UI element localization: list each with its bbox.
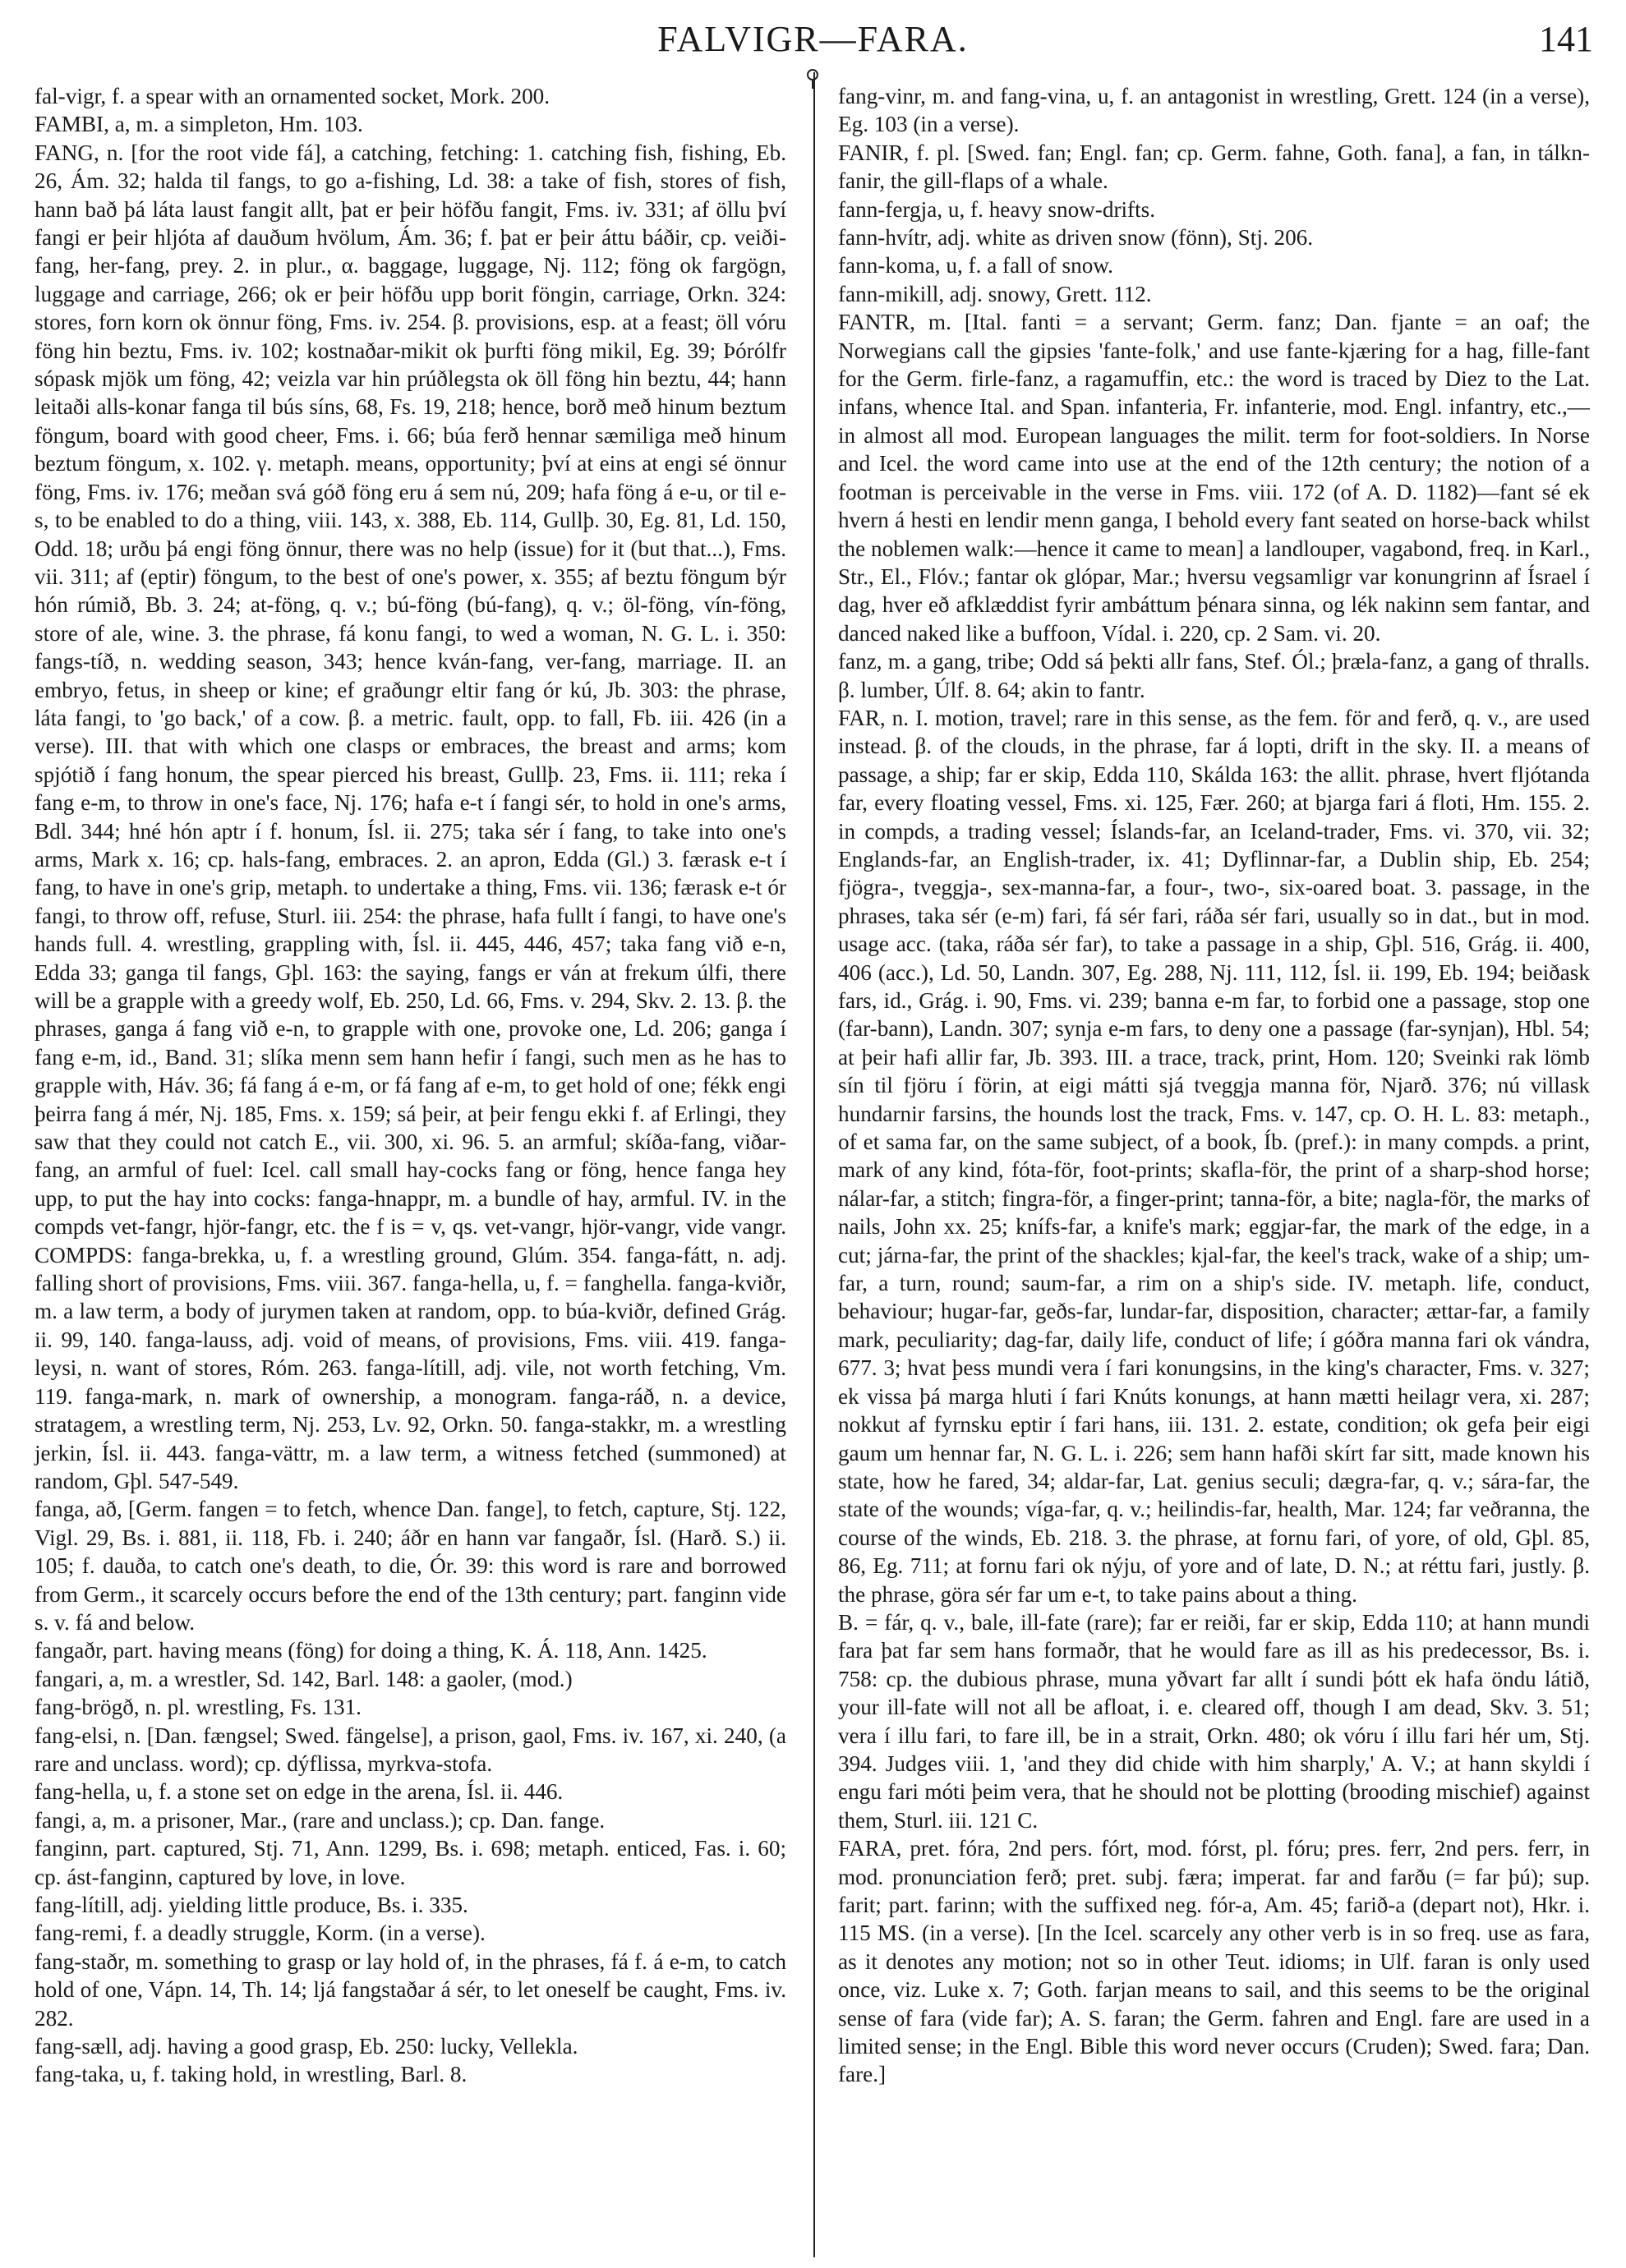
entry-fanginn: fanginn, part. captured, Stj. 71, Ann. 1299, Bs. i. 698; metaph. enticed, Fas. i. 60; cp. ást-fanginn, captured by love, in love. xyxy=(35,1836,786,1889)
entry-fang-litill: fang-lítill, adj. yielding little produce, Bs. i. 335. xyxy=(35,1893,468,1917)
entry-fanir: FANIR, f. pl. [Swed. fan; Engl. fan; cp. Germ. fahne, Goth. fana], a fan, in tálkn-fanir, the gill-flaps of a whale. xyxy=(838,140,1590,194)
entry-fanga: fanga, að, [Germ. fangen = to fetch, whence Dan. fange], to fetch, capture, Stj. 122, Vigl. 29, Bs. i. 881, ii. 118, Fb. i. 240; áðr en hann var fangaðr, Ísl. (Harð. S.) ii. 105; f. dauða, to catch one's death, to die, Ór. 39: this word is rare and borrowed from Germ., it scarcely occurs before the end of the 13th century; part. fanginn vide s. v. fá and below. xyxy=(35,1497,786,1635)
entry-fang-remi: fang-remi, f. a deadly struggle, Korm. (in a verse). xyxy=(35,1921,486,1946)
entry-fann-fergja: fann-fergja, u, f. heavy snow-drifts. xyxy=(838,196,1156,222)
entry-fanz: fanz, m. a gang, tribe; Odd sá þekti allr fans, Stef. Ól.; þræla-fanz, a gang of thralls. β. lumber, Úlf. 8. 64; akin to fantr. xyxy=(838,649,1590,702)
page-header xyxy=(33,18,1593,67)
entry-fang-vinr: fang-vinr, m. and fang-vina, u, f. an antagonist in wrestling, Grett. 124 (in a verse), Eg. 103 (in a verse). xyxy=(838,84,1590,137)
entry-fara: FARA, pret. fóra, 2nd pers. fórt, mod. fórst, pl. fóru; pres. ferr, 2nd pers. ferr, in mod. pronunciation ferð; pret. subj. færa; imperat. far and farðu (= far þú); sup. farit; part. farinn; with the suffixed neg. fór-a, Am. 45; farið-a (depart not), Hkr. i. 115 MS. (in a verse). [In the Icel. scarcely any other verb is in so freq. use as fara, as it denotes any motion; not so in other Teut. idioms; in Ulf. faran is only used once, viz. Luke x. 7; Goth. farjan means to sail, and this seems to be the original sense of fara (vide far); A. S. faran; the Germ. fahren and Engl. fare are used in a limited sense; in the Engl. Bible this word never occurs (Cruden); Swed. fara; Dan. fare.] xyxy=(838,1836,1590,2087)
column-rule xyxy=(813,72,815,2257)
entry-fangi: fangi, a, m. a prisoner, Mar., (rare and unclass.); cp. Dan. fange. xyxy=(35,1807,606,1833)
entry-fann-koma: fann-koma, u, f. a fall of snow. xyxy=(838,253,1113,278)
entry-fang: FANG, n. [for the root vide fá], a catching, fetching: 1. catching fish, fishing, Eb. 26, Ám. 32; halda til fangs, to go a-fishing, Ld. 38: a take of fish, stores of fish, hann bað þá láta laust fangit allt, þat er þeir höfðu fangit, Fms. iv. 331; af öllu því fangi er þeir hljóta af dauðum hvölum, Ám. 36; f. þat er þeir áttu báðir, cp. veiði-fang, her-fang, prey. 2. in plur., α. baggage, luggage, Nj. 112; föng ok fargögn, luggage and carriage, 266; ok er þeir höfðu upp borit föngin, carriage, Orkn. 324: stores, forn korn ok önnur föng, Fms. iv. 254. β. provisions, esp. at a feast; öll vóru föng hin beztu, Fms. iv. 102; kostnaðar-mikit ok þurfti föng mikil, Eg. 39; Þórólfr sópask mjök um föng, 42; veizla var hin prúðlegsta ok öll föng hin beztu, 44; hann leitaði alls-konar fanga til bús síns, 68, Fs. 19, 218; hence, borð með hinum beztum föngum, board with good cheer, Fms. i. 66; búa ferð hennar sæmiliga með hinum beztum föngum, x. 102. γ. metaph. means, opportunity; því at eins at engi sé önnur föng, Fms. iv. 176; meðan svá góð föng eru á sem nú, 209; hafa föng á e-u, or til e-s, to be enabled to do a thing, viii. 143, x. 388, Eb. 114, Gullþ. 30, Eg. 81, Ld. 150, Odd. 18; urðu þá engi föng önnur, there was no help (issue) for it (but that...), Fms. vii. 311; af (eptir) föngum, to the best of one's power, x. 355; af beztu föngum býr hón rúmið, Bb. 3. 24; at-föng, q. v.; bú-föng (bú-fang), q. v.; öl-föng, vín-föng, store of ale, wine. 3. the phrase, fá konu fangi, to wed a woman, N. G. L. i. 350: fangs-tíð, n. wedding season, 343; hence kván-fang, ver-fang, marriage. II. an embryo, fetus, in sheep or kine; ef graðungr eltir fang ór kú, Jb. 303: the phrase, láta fangi, to 'go back,' of a cow. β. a metric. fault, opp. to fall, Fb. iii. 426 (in a verse). III. that with which one clasps or embraces, the breast and arms; kom spjótið í fang honum, the spear pierced his breast, Gullþ. 23, Fms. ii. 111; reka í fang e-m, to throw in one's face, Nj. 176; hafa e-t í fangi sér, to hold in one's arms, Bdl. 344; hné hón aptr í f. honum, Ísl. ii. 275; taka sér í fang, to take into one's arms, Mark x. 16; cp. hals-fang, embraces. 2. an apron, Edda (Gl.) 3. færask e-t í fang, to have in one's grip, metaph. to undertake a thing, Fms. vii. 136; færask e-t ór fangi, to throw off, refuse, Sturl. iii. 254: the phrase, hafa fullt í fangi, to have one's hands full. 4. wrestling, grappling with, Ísl. ii. 445, 446, 457; taka fang við e-n, Edda 33; ganga til fangs, Gþl. 163: the saying, fangs er ván at frekum úlfi, there will be a grapple with a greedy wolf, Eb. 250, Ld. 66, Fms. v. 294, Skv. 2. 13. β. the phrases, ganga á fang við e-n, to grapple with one, provoke one, Ld. 206; ganga í fang e-m, id., Band. 31; slíka menn sem hann hefir í fangi, such men as he has to grapple with, Háv. 36; fá fang á e-m, or fá fang af e-m, to get hold of one; fékk engi þeirra fang á mér, Nj. 185, Fms. x. 159; sá þeir, at þeir fengu ekki f. af Erlingi, they saw that they could not catch E., vii. 300, xi. 96. 5. an armful; skíða-fang, viðar-fang, an armful of fuel: Icel. call small hay-cocks fang or föng, hence fanga hey upp, to put the hay into cocks: fanga-hnappr, m. a bundle of hay, armful. IV. in the compds vet-fangr, hjör-fangr, etc. the f is = v, qs. vet-vangr, hjör-vangr, vide vangr. COMPDS: fanga-brekka, u, f. a wrestling ground, Glúm. 354. fanga-fátt, n. adj. falling short of provisions, Fms. viii. 367. fanga-hella, u, f. = fanghella. fanga-kviðr, m. a law term, a body of jurymen taken at random, opp. to búa-kviðr, defined Grág. ii. 99, 140. fanga-lauss, adj. void of means, of provisions, Fms. viii. 419. fanga-leysi, n. want of stores, Róm. 263. fanga-lítill, adj. vile, not worth fetching, Vm. 119. fanga-mark, n. mark of ownership, a monogram. fanga-ráð, n. a device, stratagem, a wrestling term, Nj. 253, Lv. 92, Orkn. 50. fanga-stakkr, m. a wrestling jerkin, Ísl. ii. 443. fanga-vättr, m. a law term, a witness fetched (summoned) at random, Gþl. 547-549. xyxy=(35,140,787,1493)
entry-far-b: B. = fár, q. v., bale, ill-fate (rare); far er reiði, far er skip, Edda 110; at hann mundi fara þat far sem hans formaðr, that he would fare as ill as his predecessor, Bs. i. 758: cp. the dubious phrase, muna yðvart far allt í sundi þótt ek hafa öndu látið, your ill-fate will not all be afloat, i. e. cleared off, though I am dead, Skv. 3. 51; vera í illu fari, to fare ill, be in a strait, Orkn. 480; ok vóru í illu fari hér um, Stj. 394. Judges viii. 1, 'and they did chide with him sharply,' A. V.; at hann skyldi í engu fari móti þeim vera, that he should not be plotting (brooding mischief) against them, Sturl. iii. 121 C. xyxy=(838,1609,1590,1833)
entry-fang-stadr: fang-staðr, m. something to grasp or lay hold of, in the phrases, fá f. á e-m, to catch hold of one, Vápn. 14, Th. 14; ljá fangstaðar á sér, to let oneself be caught, Fms. iv. 282. xyxy=(35,1948,786,2031)
page-number: 141 xyxy=(1539,19,1593,59)
entry-fann-hvitr: fann-hvítr, adj. white as driven snow (fönn), Stj. 206. xyxy=(838,225,1314,251)
entry-fambi: FAMBI, a, m. a simpleton, Hm. 103. xyxy=(35,112,363,137)
left-column xyxy=(35,82,786,2089)
entry-fang-saell: fang-sæll, adj. having a good grasp, Eb. 250: lucky, Vellekla. xyxy=(35,2034,578,2059)
entry-fang-elsi: fang-elsi, n. [Dan. fængsel; Swed. fängelse], a prison, gaol, Fms. iv. 167, xi. 240, (a rare and unclass. word); cp. dýflissa, myrkva-stofa. xyxy=(35,1723,786,1776)
entry-fantr: FANTR, m. [Ital. fanti = a servant; Germ. fanz; Dan. fjante = an oaf; the Norwegians call the gipsies 'fante-folk,' and use fante-kjæring for a hag, fille-fant for the Germ. firle-fanz, a ragamuffin, etc.: the word is traced by Diez to the Lat. infans, whence Ital. and Span. infanteria, Fr. infanterie, mod. Engl. infantry, etc.,—in almost all mod. European languages the milit. term for foot-soldiers. In Norse and Icel. the word came into use at the end of the 12th century; the notion of a footman is perceivable in the verse in Fms. viii. 172 (of A. D. 1182)—fant sé ek hvern á hesti en lendir menn ganga, I behold every fant seated on horse-back whilst the noblemen walk:—hence it came to mean] a landlouper, vagabond, freq. in Karl., Str., El., Flóv.; fantar ok glópar, Mar.; hversu vegsamligr var konungrinn af Ísrael í dag, hver eð afklæddist fyrir ambáttum þénara sinna, og lék nakinn sem fantar, and danced naked like a buffoon, Vídal. i. 220, cp. 2 Sam. vi. 20. xyxy=(838,310,1590,646)
entry-fangari: fangari, a, m. a wrestler, Sd. 142, Barl. 148: a gaoler, (mod.) xyxy=(35,1666,573,1691)
column-rule-ornament-icon xyxy=(802,67,823,89)
entry-fangadr: fangaðr, part. having means (föng) for doing a thing, K. Á. 118, Ann. 1425. xyxy=(35,1638,707,1663)
right-column xyxy=(838,82,1590,2089)
running-head: FALVIGR—FARA. xyxy=(657,19,969,59)
entry-fal-vigr: fal-vigr, f. a spear with an ornamented socket, Mork. 200. xyxy=(35,84,550,108)
entry-fang-brogd: fang-brögð, n. pl. wrestling, Fs. 131. xyxy=(35,1695,362,1720)
entry-far: FAR, n. I. motion, travel; rare in this sense, as the fem. för and ferð, q. v., are used instead. β. of the clouds, in the phrase, far á lopti, drift in the sky. II. a means of passage, a ship; far er skip, Edda 110, Skálda 163: the allit. phrase, hvert fljótanda far, every floating vessel, Fms. xi. 125, Fær. 260; at bjarga fari á floti, Hm. 155. 2. in compds, a trading vessel; Íslands-far, an Iceland-trader, Fms. vi. 370, vii. 32; Englands-far, an English-trader, ix. 41; Dyflinnar-far, a Dublin ship, Eb. 254; fjögra-, tveggja-, sex-manna-far, a four-, two-, six-oared boat. 3. passage, in the phrases, taka sér (e-m) fari, fá sér fari, ráða sér fari, usually so in dat., but in mod. usage acc. (taka, ráða sér far), to take a passage in a ship, Gþl. 516, Grág. ii. 400, 406 (acc.), Ld. 50, Landn. 307, Eg. 288, Nj. 111, 112, Ísl. ii. 199, Eb. 194; beiðask fars, id., Grág. i. 90, Fms. vi. 239; banna e-m far, to forbid one a passage, stop one (far-bann), Landn. 307; synja e-m fars, to deny one a passage (far-synjan), Hbl. 54; at þeir hafi allir far, Jb. 393. III. a trace, track, print, Hom. 120; Sveinki rak lömb sín til fjöru í förin, at eigi mátti sjá tveggja manna för, Njarð. 376; nú villask hundarnir farsins, the hounds lost the track, Fms. v. 147, cp. O. H. L. 83: metaph., of et sama far, on the same subject, of a book, Íb. (pref.): in many compds. a print, mark of any kind, fóta-för, foot-prints; skafla-för, the print of a sharp-shod horse; nálar-far, a stitch; fingra-för, a finger-print; tanna-för, a bite; nagla-för, the marks of nails, John xx. 25; knífs-far, a knife's mark; eggjar-far, the mark of the edge, in a cut; járna-far, the print of the shackles; kjal-far, the keel's track, wake of a ship; um-far, a turn, round; saum-far, a rim on a ship's side. IV. metaph. life, conduct, behaviour; hugar-far, geðs-far, lundar-far, disposition, character; ættar-far, a family mark, peculiarity; dag-far, daily life, conduct of life; í góðra manna fari ok vándra, 677. 3; hvat þess mundi vera í fari konungsins, in the king's character, Fms. v. 327; ek vissa þá marga hluti í fari Knúts konungs, at hann mætti heilagr vera, xi. 287; nokkut af fyrnsku eptir í fari hans, iii. 131. 2. estate, condition; ok gefa þeir eigi gaum um hennar far, N. G. L. i. 226; sem hann hafði skírt far sitt, made known his state, how he fared, 34; aldar-far, Lat. genius seculi; dægra-far, q. v.; sára-far, the state of the wounds; víga-far, q. v.; heilindis-far, health, Mar. 124; far veðranna, the course of the winds, Eb. 218. 3. the phrase, at fornu fari, of yore, of old, Gþl. 85, 86, Eg. 711; at fornu fari ok nýju, of yore and of late, D. N.; at réttu fari, justly. β. the phrase, göra sér far um e-t, to take pains about a thing. xyxy=(838,705,1590,1607)
entry-fann-mikill: fann-mikill, adj. snowy, Grett. 112. xyxy=(838,281,1152,306)
entry-fang-hella: fang-hella, u, f. a stone set on edge in the arena, Ísl. ii. 446. xyxy=(35,1779,564,1805)
entry-fang-taka: fang-taka, u, f. taking hold, in wrestling, Barl. 8. xyxy=(35,2062,468,2087)
